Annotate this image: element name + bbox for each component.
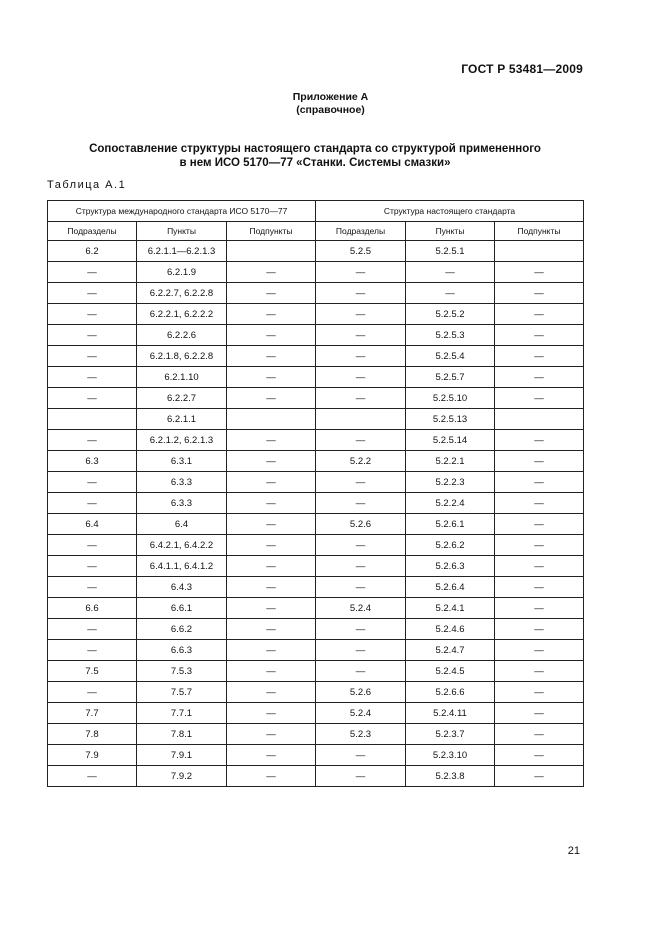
table-cell: — — [48, 262, 137, 283]
table-cell: — — [495, 682, 584, 703]
table-cell: 6.4 — [137, 514, 227, 535]
table-cell: — — [48, 640, 137, 661]
table-row — [48, 304, 584, 325]
table-row — [48, 325, 584, 346]
table-cell: — — [227, 367, 316, 388]
table-cell: 5.2.5.4 — [406, 346, 495, 367]
table-row — [48, 724, 584, 745]
table-cell: 5.2.4.7 — [406, 640, 495, 661]
table-cell: 7.8.1 — [137, 724, 227, 745]
table-body — [48, 241, 584, 787]
table-cell: — — [227, 325, 316, 346]
table-cell: — — [406, 283, 495, 304]
table-cell: — — [495, 346, 584, 367]
table-row — [48, 409, 584, 430]
table-group-header — [48, 201, 584, 222]
group-header-national: Структура настоящего стандарта — [316, 201, 584, 222]
section-heading-line-2: в нем ИСО 5170—77 «Станки. Системы смазки» — [179, 157, 451, 169]
column-header: Пункты — [137, 222, 227, 241]
table-cell: — — [316, 388, 406, 409]
table-cell: — — [227, 661, 316, 682]
appendix-subtitle: (справочное) — [296, 104, 365, 116]
table-cell: — — [227, 766, 316, 787]
table-cell: 7.9 — [48, 745, 137, 766]
table-cell: — — [495, 661, 584, 682]
table-cell: — — [495, 535, 584, 556]
table-cell: — — [316, 346, 406, 367]
table-cell — [495, 409, 584, 430]
table-cell: 5.2.6.1 — [406, 514, 495, 535]
table-cell: 5.2.4.11 — [406, 703, 495, 724]
table-cell: — — [495, 703, 584, 724]
table-cell: 5.2.5.3 — [406, 325, 495, 346]
table-cell: 6.6 — [48, 598, 137, 619]
table-cell: — — [316, 262, 406, 283]
table-cell: 6.2.1.1 — [137, 409, 227, 430]
table-cell: — — [227, 262, 316, 283]
table-cell: — — [48, 346, 137, 367]
table-row — [48, 346, 584, 367]
table-cell: 6.3.3 — [137, 472, 227, 493]
table-row — [48, 535, 584, 556]
table-cell: — — [495, 766, 584, 787]
table-cell: — — [48, 430, 137, 451]
table-cell: 5.2.5.2 — [406, 304, 495, 325]
table-cell: — — [495, 640, 584, 661]
table-cell: — — [227, 745, 316, 766]
table-cell: 5.2.2.1 — [406, 451, 495, 472]
table-cell: — — [495, 367, 584, 388]
table-cell: 7.9.2 — [137, 766, 227, 787]
table-cell: — — [316, 535, 406, 556]
appendix-block — [0, 91, 661, 117]
table-cell: 6.2.2.6 — [137, 325, 227, 346]
table-cell: 5.2.6.3 — [406, 556, 495, 577]
table-row — [48, 283, 584, 304]
table-cell: — — [227, 577, 316, 598]
table-cell: 5.2.3.7 — [406, 724, 495, 745]
table-cell: 7.8 — [48, 724, 137, 745]
table-cell: — — [48, 535, 137, 556]
table-cell: 6.2.1.8, 6.2.2.8 — [137, 346, 227, 367]
table-cell: 6.6.2 — [137, 619, 227, 640]
table-cell: 7.7 — [48, 703, 137, 724]
column-header: Подпункты — [227, 222, 316, 241]
table-cell — [227, 241, 316, 262]
table-cell: — — [316, 619, 406, 640]
table-row — [48, 766, 584, 787]
table-cell: — — [316, 640, 406, 661]
table-cell: — — [227, 346, 316, 367]
column-header: Подпункты — [495, 222, 584, 241]
appendix-title: Приложение А — [292, 91, 369, 103]
table-cell: — — [48, 682, 137, 703]
table-cell: — — [48, 388, 137, 409]
table-cell: — — [316, 472, 406, 493]
table-row — [48, 661, 584, 682]
table-cell: 7.9.1 — [137, 745, 227, 766]
table-row — [48, 682, 584, 703]
table-cell: — — [495, 577, 584, 598]
table-cell: 6.2.2.1, 6.2.2.2 — [137, 304, 227, 325]
table-cell: 5.2.5.14 — [406, 430, 495, 451]
table-row — [48, 430, 584, 451]
table-cell: 5.2.6.6 — [406, 682, 495, 703]
table-cell: — — [495, 325, 584, 346]
column-header: Подразделы — [316, 222, 406, 241]
table-cell: — — [227, 472, 316, 493]
table-cell: 5.2.3 — [316, 724, 406, 745]
table-cell: — — [495, 493, 584, 514]
table-cell: — — [48, 556, 137, 577]
table-row — [48, 745, 584, 766]
table-cell: 6.4.2.1, 6.4.2.2 — [137, 535, 227, 556]
table-cell: 6.3.1 — [137, 451, 227, 472]
table-cell: 5.2.2.4 — [406, 493, 495, 514]
table-cell: — — [227, 682, 316, 703]
table-cell: 7.5.7 — [137, 682, 227, 703]
table-cell: — — [48, 766, 137, 787]
table-cell: 6.3 — [48, 451, 137, 472]
table-cell: 5.2.6 — [316, 514, 406, 535]
table-row — [48, 451, 584, 472]
table-cell: — — [227, 556, 316, 577]
table-row — [48, 241, 584, 262]
table-cell: 5.2.5.13 — [406, 409, 495, 430]
table-cell: — — [227, 388, 316, 409]
table-cell: 6.2.2.7, 6.2.2.8 — [137, 283, 227, 304]
table-cell — [48, 409, 137, 430]
table-row — [48, 556, 584, 577]
comparison-table — [47, 200, 584, 787]
column-header: Подразделы — [48, 222, 137, 241]
table-cell: 6.2.1.9 — [137, 262, 227, 283]
table-cell: 6.2.1.1—6.2.1.3 — [137, 241, 227, 262]
table-cell: 5.2.4 — [316, 598, 406, 619]
table-cell: — — [316, 766, 406, 787]
table-cell: — — [48, 304, 137, 325]
table-cell: — — [495, 283, 584, 304]
table-cell: — — [316, 430, 406, 451]
section-heading — [60, 142, 570, 170]
table-row — [48, 472, 584, 493]
table-cell: — — [316, 367, 406, 388]
table-cell: — — [48, 472, 137, 493]
table-cell — [495, 241, 584, 262]
table-row — [48, 262, 584, 283]
table-cell: — — [227, 304, 316, 325]
column-header: Пункты — [406, 222, 495, 241]
table-row — [48, 514, 584, 535]
table-row — [48, 598, 584, 619]
table-cell: — — [495, 514, 584, 535]
table-cell: 6.2.1.2, 6.2.1.3 — [137, 430, 227, 451]
table-cell: — — [495, 451, 584, 472]
table-cell: — — [227, 514, 316, 535]
table-row — [48, 703, 584, 724]
table-cell: 5.2.5 — [316, 241, 406, 262]
table-cell: 6.4.3 — [137, 577, 227, 598]
table-cell: 5.2.6.4 — [406, 577, 495, 598]
table-cell: — — [316, 661, 406, 682]
table-cell: 5.2.5.10 — [406, 388, 495, 409]
table-cell: — — [48, 325, 137, 346]
table-row — [48, 619, 584, 640]
table-cell: — — [48, 619, 137, 640]
table-column-header — [48, 222, 584, 241]
table-cell: 6.4 — [48, 514, 137, 535]
table-cell: — — [227, 535, 316, 556]
table-cell: — — [316, 745, 406, 766]
table-cell: — — [316, 556, 406, 577]
table-cell: 5.2.3.10 — [406, 745, 495, 766]
table-cell: — — [227, 703, 316, 724]
table-cell: 5.2.6.2 — [406, 535, 495, 556]
table-cell: — — [48, 367, 137, 388]
table-cell: 6.3.3 — [137, 493, 227, 514]
table-cell: 5.2.4.6 — [406, 619, 495, 640]
table-cell: 5.2.3.8 — [406, 766, 495, 787]
table-row — [48, 388, 584, 409]
table-cell: — — [316, 325, 406, 346]
group-header-international: Структура международного стандарта ИСО 5170—77 — [48, 201, 316, 222]
document-code: ГОСТ Р 53481—2009 — [461, 62, 583, 76]
table-cell: — — [495, 262, 584, 283]
table-cell: — — [48, 577, 137, 598]
table-cell: 7.7.1 — [137, 703, 227, 724]
table-cell: — — [495, 745, 584, 766]
table-cell: 7.5 — [48, 661, 137, 682]
page-number: 21 — [567, 845, 580, 857]
table-cell: — — [406, 262, 495, 283]
table-cell: — — [227, 451, 316, 472]
table-cell: — — [48, 283, 137, 304]
table-cell: 5.2.4.5 — [406, 661, 495, 682]
table-cell: — — [227, 430, 316, 451]
table-cell: — — [48, 493, 137, 514]
table-cell: — — [316, 283, 406, 304]
table-label: Таблица А.1 — [47, 179, 127, 191]
table-cell: — — [495, 619, 584, 640]
table-row — [48, 640, 584, 661]
table-cell: — — [495, 556, 584, 577]
table-cell: — — [316, 304, 406, 325]
table-cell: — — [316, 577, 406, 598]
table-row — [48, 577, 584, 598]
table-cell: 5.2.4.1 — [406, 598, 495, 619]
table-cell: — — [495, 472, 584, 493]
table-cell: — — [495, 724, 584, 745]
table-cell: — — [316, 493, 406, 514]
table-cell: 6.2.1.10 — [137, 367, 227, 388]
table-cell: — — [227, 598, 316, 619]
table-cell: 5.2.2 — [316, 451, 406, 472]
table-cell: 5.2.2.3 — [406, 472, 495, 493]
table-row — [48, 493, 584, 514]
table-cell: 5.2.5.7 — [406, 367, 495, 388]
table-cell: 5.2.6 — [316, 682, 406, 703]
table-cell: 6.2.2.7 — [137, 388, 227, 409]
table-cell — [316, 409, 406, 430]
table-cell: — — [227, 283, 316, 304]
table-cell: — — [227, 619, 316, 640]
table-cell: — — [227, 493, 316, 514]
table-cell: 5.2.5.1 — [406, 241, 495, 262]
table-cell: 6.6.3 — [137, 640, 227, 661]
table-cell: — — [495, 304, 584, 325]
table-cell: — — [227, 724, 316, 745]
table-cell — [227, 409, 316, 430]
table-cell: 6.4.1.1, 6.4.1.2 — [137, 556, 227, 577]
table-cell: 6.6.1 — [137, 598, 227, 619]
table-cell: — — [495, 388, 584, 409]
table-row — [48, 367, 584, 388]
table-cell: — — [227, 640, 316, 661]
table-cell: 6.2 — [48, 241, 137, 262]
section-heading-line-1: Сопоставление структуры настоящего стандарта со структурой примененного — [89, 143, 541, 155]
table-cell: 7.5.3 — [137, 661, 227, 682]
table-cell: 5.2.4 — [316, 703, 406, 724]
table-cell: — — [495, 598, 584, 619]
table-cell: — — [495, 430, 584, 451]
